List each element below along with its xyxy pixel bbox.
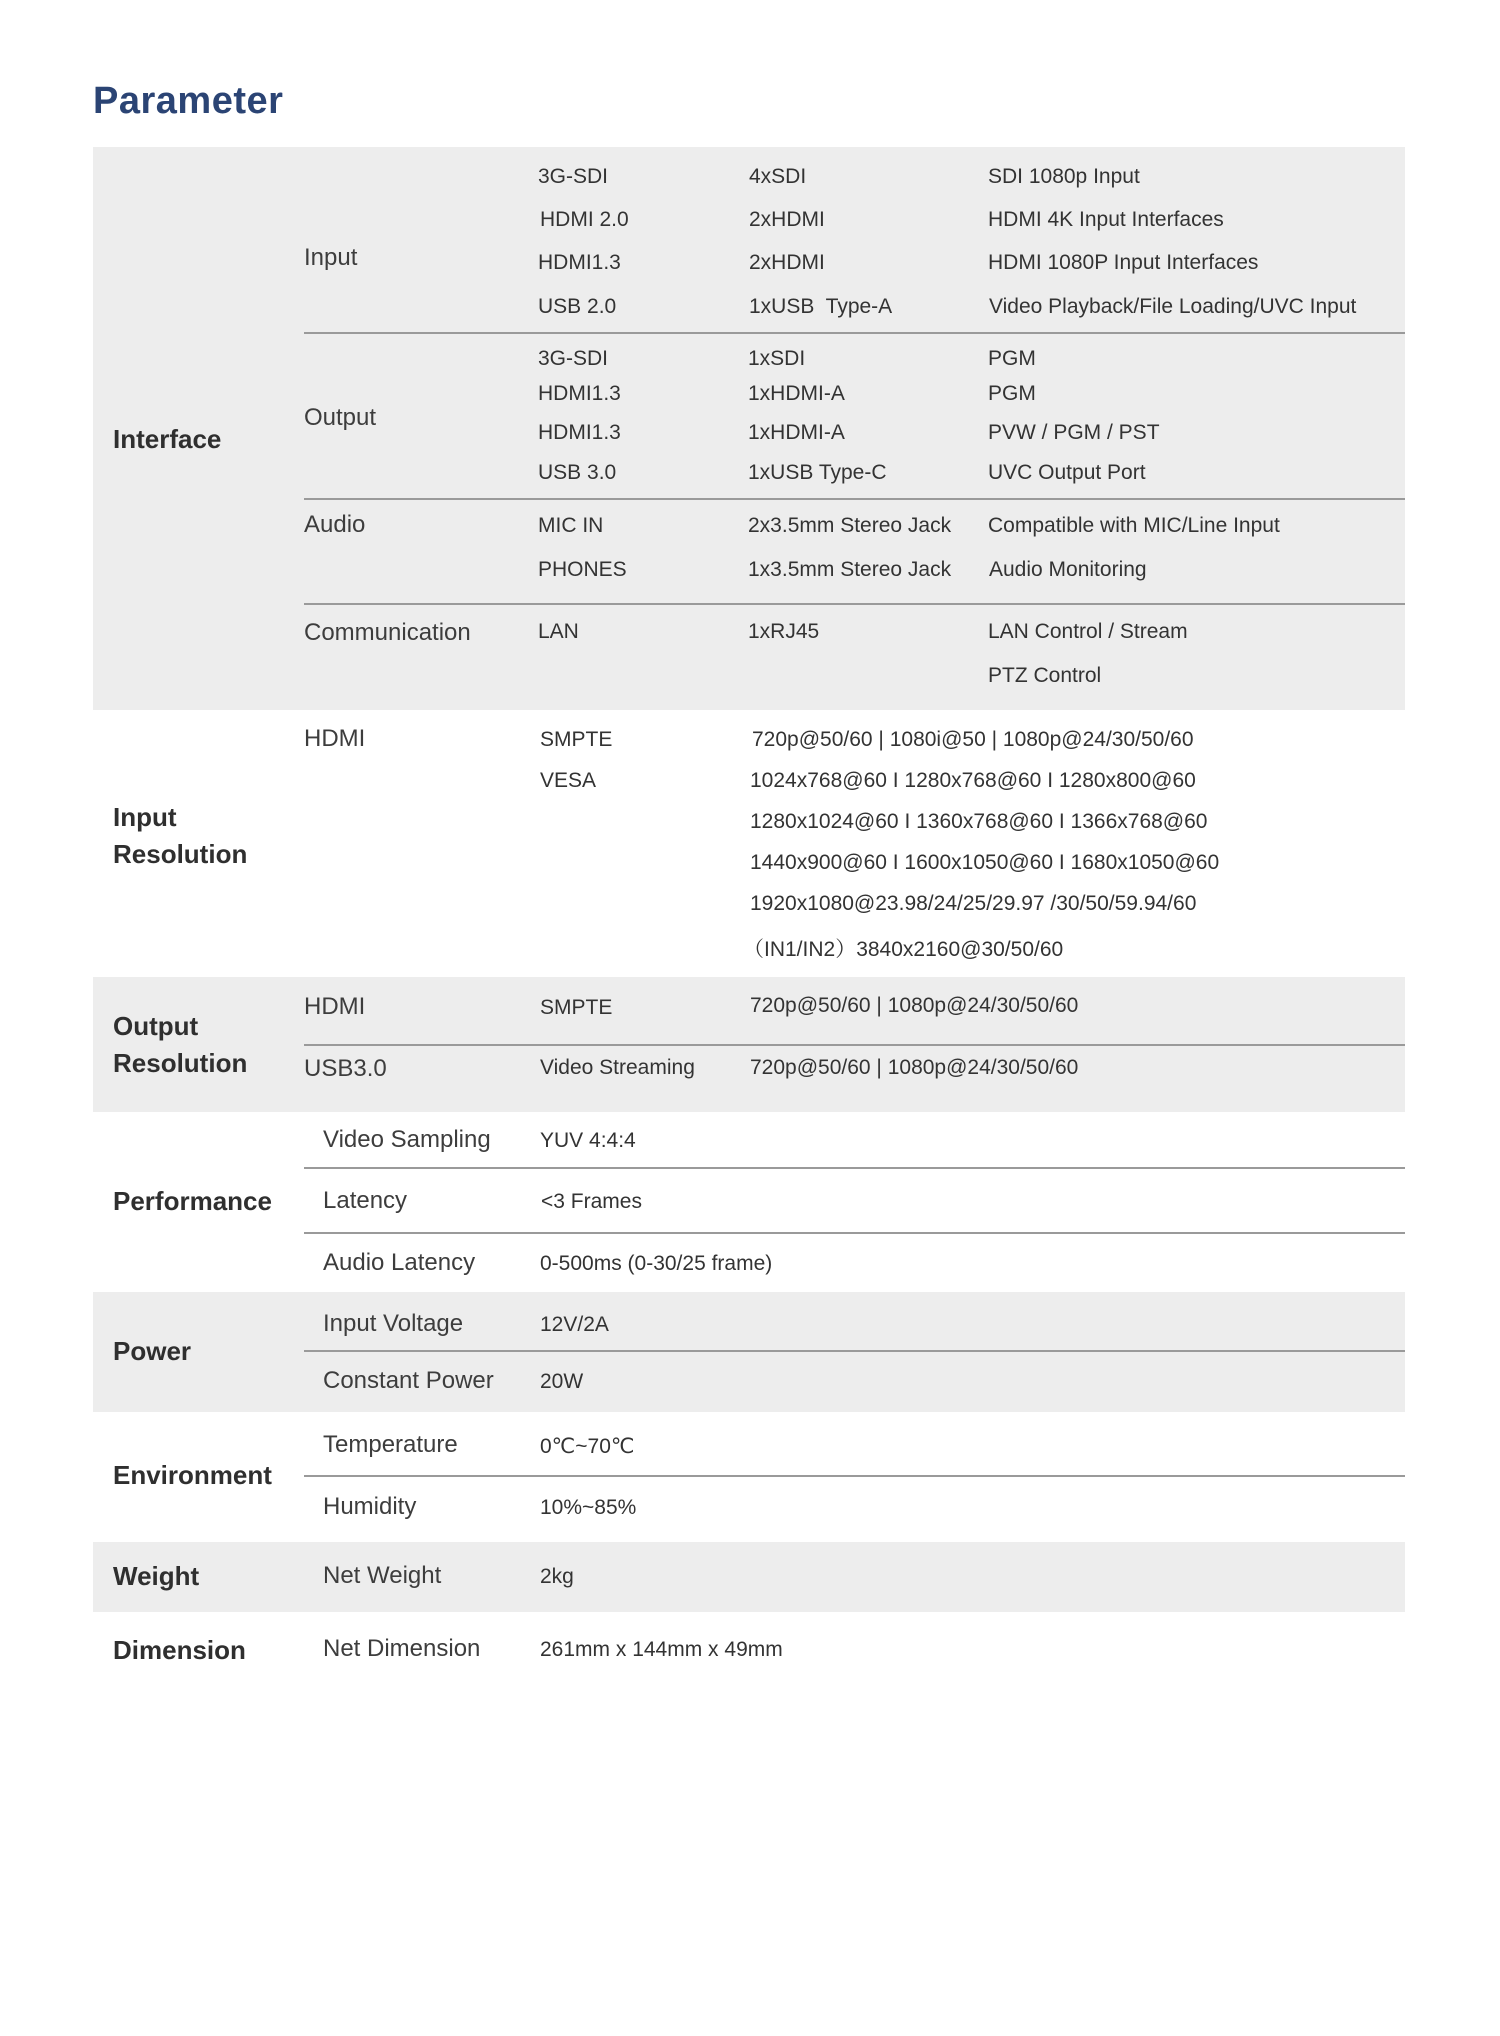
dimension-section: [93, 1612, 1405, 1692]
output-connector: 1xSDI: [748, 347, 806, 370]
input-resolution-sub: HDMI: [304, 725, 366, 752]
output-port: USB 3.0: [538, 461, 617, 484]
output-desc: UVC Output Port: [988, 461, 1146, 484]
power-sub: Input Voltage: [323, 1310, 464, 1337]
input-port: 3G-SDI: [538, 165, 609, 188]
divider: [304, 603, 1405, 605]
audio-connector: 2x3.5mm Stereo Jack: [748, 514, 952, 537]
environment-label: Environment: [113, 1460, 272, 1490]
input-port: HDMI1.3: [538, 251, 621, 274]
environment-section: [93, 1412, 1405, 1542]
power-sub: Constant Power: [323, 1367, 494, 1394]
input-port: HDMI 2.0: [540, 208, 629, 231]
audio-desc: Compatible with MIC/Line Input: [988, 514, 1280, 537]
output-connector: 1xUSB Type-C: [748, 461, 887, 484]
resolution-standard: VESA: [540, 769, 597, 792]
performance-value: <3 Frames: [541, 1190, 642, 1213]
resolution-value: 720p@50/60 | 1080p@24/30/50/60: [750, 994, 1079, 1017]
audio-port: MIC IN: [538, 514, 604, 537]
input-desc: Video Playback/File Loading/UVC Input: [989, 295, 1357, 318]
divider: [304, 1044, 1405, 1046]
resolution-value: 1280x1024@60 I 1360x768@60 I 1366x768@60: [750, 810, 1208, 833]
divider: [304, 1167, 1405, 1169]
input-desc: HDMI 4K Input Interfaces: [988, 208, 1224, 231]
resolution-value: 1024x768@60 I 1280x768@60 I 1280x800@60: [750, 769, 1196, 792]
performance-value: YUV 4:4:4: [540, 1129, 636, 1152]
resolution-standard: Video Streaming: [540, 1056, 695, 1079]
communication-connector: 1xRJ45: [748, 620, 820, 643]
output-connector: 1xHDMI-A: [748, 382, 845, 405]
performance-sub: Latency: [323, 1187, 408, 1214]
environment-value: 0℃~70℃: [540, 1435, 635, 1458]
output-desc: PVW / PGM / PST: [988, 421, 1160, 444]
performance-label: Performance: [113, 1186, 272, 1216]
output-resolution-section: [93, 977, 1405, 1112]
environment-value: 10%~85%: [540, 1496, 637, 1519]
communication-port: LAN: [538, 620, 579, 643]
environment-sub: Humidity: [323, 1493, 417, 1520]
interface-label: Interface: [113, 424, 222, 454]
performance-sub: Audio Latency: [323, 1249, 476, 1276]
input-resolution-label: Input: [113, 802, 177, 832]
audio-desc: Audio Monitoring: [989, 558, 1147, 581]
communication-desc: LAN Control / Stream: [988, 620, 1188, 643]
environment-sub: Temperature: [323, 1431, 458, 1458]
input-label: Input: [304, 244, 358, 271]
audio-port: PHONES: [538, 558, 627, 581]
divider: [304, 1475, 1405, 1477]
input-resolution-section: [93, 710, 1405, 977]
weight-label: Weight: [113, 1561, 200, 1591]
power-value: 12V/2A: [540, 1313, 609, 1336]
input-desc: SDI 1080p Input: [988, 165, 1140, 188]
performance-section: [93, 1112, 1405, 1292]
resolution-value: 720p@50/60 | 1080i@50 | 1080p@24/30/50/60: [752, 728, 1194, 751]
power-label: Power: [113, 1336, 192, 1366]
audio-label: Audio: [304, 511, 366, 538]
audio-connector: 1x3.5mm Stereo Jack: [748, 558, 952, 581]
resolution-value: （IN1/IN2）3840x2160@30/50/60: [743, 938, 1064, 961]
input-desc: HDMI 1080P Input Interfaces: [988, 251, 1259, 274]
power-value: 20W: [540, 1370, 584, 1393]
input-resolution-label: Resolution: [113, 839, 248, 869]
output-resolution-sub: USB3.0: [304, 1055, 387, 1082]
resolution-standard: SMPTE: [540, 996, 613, 1019]
output-label: Output: [304, 404, 377, 431]
input-connector: 1xUSB Type-A: [749, 295, 893, 318]
weight-section: [93, 1542, 1405, 1612]
dimension-sub: Net Dimension: [323, 1635, 481, 1662]
output-desc: PGM: [988, 382, 1036, 405]
output-resolution-sub: HDMI: [304, 993, 366, 1020]
weight-value: 2kg: [540, 1565, 574, 1588]
output-port: HDMI1.3: [538, 382, 621, 405]
resolution-value: 720p@50/60 | 1080p@24/30/50/60: [750, 1056, 1079, 1079]
output-desc: PGM: [988, 347, 1036, 370]
input-connector: 2xHDMI: [749, 208, 825, 231]
interface-section: [93, 147, 1405, 710]
resolution-value: 1440x900@60 I 1600x1050@60 I 1680x1050@60: [750, 851, 1220, 874]
performance-value: 0-500ms (0-30/25 frame): [540, 1252, 773, 1275]
input-connector: 2xHDMI: [749, 251, 825, 274]
output-connector: 1xHDMI-A: [748, 421, 845, 444]
page-title: Parameter: [93, 80, 284, 122]
power-section: [93, 1292, 1405, 1412]
divider: [304, 498, 1405, 500]
divider: [304, 1350, 1405, 1352]
output-port: HDMI1.3: [538, 421, 621, 444]
divider: [304, 332, 1405, 334]
communication-desc: PTZ Control: [988, 664, 1102, 687]
performance-sub: Video Sampling: [323, 1126, 491, 1153]
weight-sub: Net Weight: [323, 1562, 442, 1589]
input-port: USB 2.0: [538, 295, 617, 318]
output-resolution-label: Output: [113, 1011, 199, 1041]
resolution-standard: SMPTE: [540, 728, 613, 751]
output-port: 3G-SDI: [538, 347, 609, 370]
dimension-value: 261mm x 144mm x 49mm: [540, 1638, 783, 1661]
divider: [304, 1232, 1405, 1234]
resolution-value: 1920x1080@23.98/24/25/29.97 /30/50/59.94/60: [750, 892, 1197, 915]
output-resolution-label: Resolution: [113, 1048, 248, 1078]
communication-label: Communication: [304, 619, 471, 646]
dimension-label: Dimension: [113, 1635, 246, 1665]
input-connector: 4xSDI: [749, 165, 807, 188]
